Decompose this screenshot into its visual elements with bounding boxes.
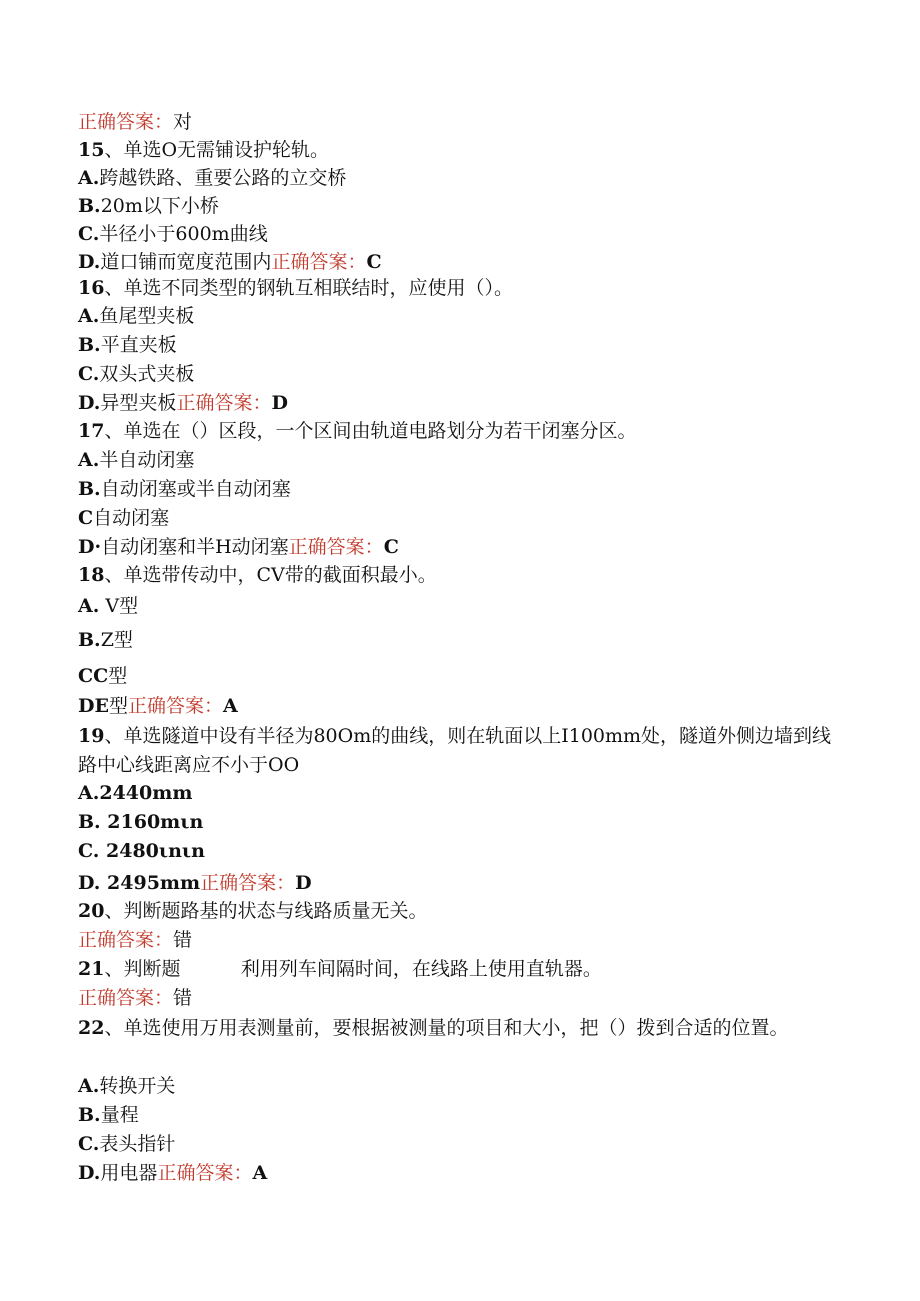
answer-value: 对: [173, 111, 193, 133]
question-number: 16: [78, 277, 105, 299]
option-b: [78, 628, 133, 652]
answer-line: [78, 110, 192, 134]
option-text: 20m以下小桥: [100, 195, 219, 217]
question-17: [78, 419, 636, 443]
question-number: 15: [78, 139, 105, 161]
question-text: 、单选使用万用表测量前，要根据被测量的项目和大小，把（）拨到合适的位置。: [104, 1017, 789, 1039]
option-letter: B.: [78, 478, 101, 500]
question-19: [78, 722, 838, 780]
option-letter: D.: [78, 251, 101, 273]
option-letter: A.: [78, 305, 100, 327]
answer-value: A: [252, 1162, 268, 1184]
question-18: [78, 563, 437, 587]
option-letter: C.: [78, 223, 100, 245]
answer-value: 错: [173, 929, 193, 951]
option-text: 异型夹板: [100, 392, 177, 414]
option-letter: D·: [78, 536, 102, 558]
option-text: 2480ιnιn: [99, 840, 205, 862]
option-c: [78, 839, 205, 863]
answer-label: 正确答案：: [78, 929, 174, 951]
answer-line: [78, 986, 192, 1010]
option-text: V型: [99, 595, 139, 617]
option-d: [78, 391, 288, 415]
option-a: [78, 1074, 175, 1098]
answer-value: C: [366, 251, 382, 273]
option-d: [78, 1161, 267, 1185]
option-letter: B.: [78, 195, 101, 217]
question-22: [78, 1014, 838, 1043]
answer-label: 正确答案：: [200, 872, 296, 894]
answer-label: 正确答案：: [157, 1162, 253, 1184]
option-text: Z型: [100, 629, 133, 651]
option-letter: C.: [78, 1133, 100, 1155]
answer-label: 正确答案：: [78, 987, 174, 1009]
answer-label: 正确答案：: [271, 251, 367, 273]
option-letter: A.: [78, 595, 100, 617]
option-text: 平直夹板: [100, 334, 177, 356]
option-text: 双头式夹板: [99, 363, 195, 385]
answer-line: [78, 928, 192, 952]
option-text: 自动闭塞: [93, 507, 170, 529]
option-text: 用电器: [100, 1162, 158, 1184]
option-b: [78, 194, 219, 218]
option-letter: B.: [78, 334, 101, 356]
answer-label: 正确答案：: [288, 536, 384, 558]
option-text: 2495mm: [100, 872, 201, 894]
option-letter: C.: [78, 363, 100, 385]
option-letter: B.: [78, 629, 101, 651]
option-c: [78, 506, 169, 530]
question-16: [78, 276, 513, 300]
option-c: [78, 222, 268, 246]
option-letter: CC: [78, 665, 109, 687]
answer-label: 正确答案：: [78, 111, 174, 133]
option-text: 型: [108, 695, 128, 717]
question-text: 、单选不同类型的钢轨互相联结时，应使用（）。: [104, 277, 513, 299]
option-letter: A.: [78, 167, 100, 189]
option-letter: B.: [78, 811, 101, 833]
option-text: 自动闭塞和半H动闭塞: [101, 536, 289, 558]
question-number: 19: [78, 725, 105, 747]
option-a: [78, 448, 194, 472]
question-15: [78, 138, 329, 162]
question-number: 18: [78, 564, 105, 586]
option-letter: C.: [78, 840, 100, 862]
answer-label: 正确答案：: [176, 392, 272, 414]
answer-value: C: [383, 536, 399, 558]
option-b: [78, 333, 177, 357]
option-text: 量程: [100, 1104, 139, 1126]
option-text: 半自动闭塞: [99, 449, 195, 471]
answer-value: D: [295, 872, 312, 894]
option-text: 2440mm: [99, 782, 193, 804]
option-text: 型: [108, 665, 128, 687]
question-number: 21: [78, 958, 105, 980]
option-letter: C: [78, 507, 94, 529]
option-c: [78, 664, 127, 688]
option-c: [78, 1132, 175, 1156]
option-a: [78, 781, 192, 805]
question-21: [78, 957, 602, 981]
option-letter: D.: [78, 872, 101, 894]
option-letter: A.: [78, 1075, 100, 1097]
answer-value: 错: [173, 987, 193, 1009]
option-c: [78, 362, 194, 386]
option-text: 自动闭塞或半自动闭塞: [100, 478, 291, 500]
question-number: 20: [78, 900, 105, 922]
question-text: 、单选O无需铺设护轮轨。: [104, 139, 330, 161]
question-number: 22: [78, 1017, 105, 1039]
question-text: 、单选在（）区段，一个区间由轨道电路划分为若干闭塞分区。: [104, 420, 637, 442]
answer-value: D: [271, 392, 288, 414]
option-letter: DE: [78, 695, 109, 717]
question-20: [78, 899, 427, 923]
option-a: [78, 594, 138, 618]
option-b: [78, 1103, 139, 1127]
option-text: 转换开关: [99, 1075, 176, 1097]
option-letter: B.: [78, 1104, 101, 1126]
question-text: 、单选隧道中设有半径为80Om的曲线，则在轨面以上I100mm处，隧道外侧边墙到线路中心线距离应不小于OO: [78, 725, 832, 776]
option-b: [78, 477, 291, 501]
option-d: [78, 871, 312, 895]
option-d: [78, 694, 238, 718]
option-text: 半径小于600m曲线: [99, 223, 268, 245]
option-letter: D.: [78, 1162, 101, 1184]
answer-value: A: [223, 695, 238, 717]
question-text: 、判断题 利用列车间隔时间，在线路上使用直轨器。: [104, 958, 602, 980]
option-a: [78, 166, 346, 190]
option-a: [78, 304, 194, 328]
option-d: [78, 535, 399, 559]
option-text: 跨越铁路、重要公路的立交桥: [99, 167, 347, 189]
option-text: 表头指针: [99, 1133, 176, 1155]
option-text: 鱼尾型夹板: [99, 305, 195, 327]
option-b: [78, 810, 203, 834]
option-letter: A.: [78, 449, 100, 471]
question-text: 、判断题路基的状态与线路质量无关。: [104, 900, 428, 922]
option-text: 道口铺而宽度范围内: [100, 251, 272, 273]
option-d: [78, 250, 382, 274]
option-letter: D.: [78, 392, 101, 414]
option-letter: A.: [78, 782, 100, 804]
option-text: 2160mιn: [100, 811, 204, 833]
question-text: 、单选带传动中，CV带的截面积最小。: [104, 564, 437, 586]
question-number: 17: [78, 420, 105, 442]
answer-label: 正确答案：: [127, 695, 223, 717]
